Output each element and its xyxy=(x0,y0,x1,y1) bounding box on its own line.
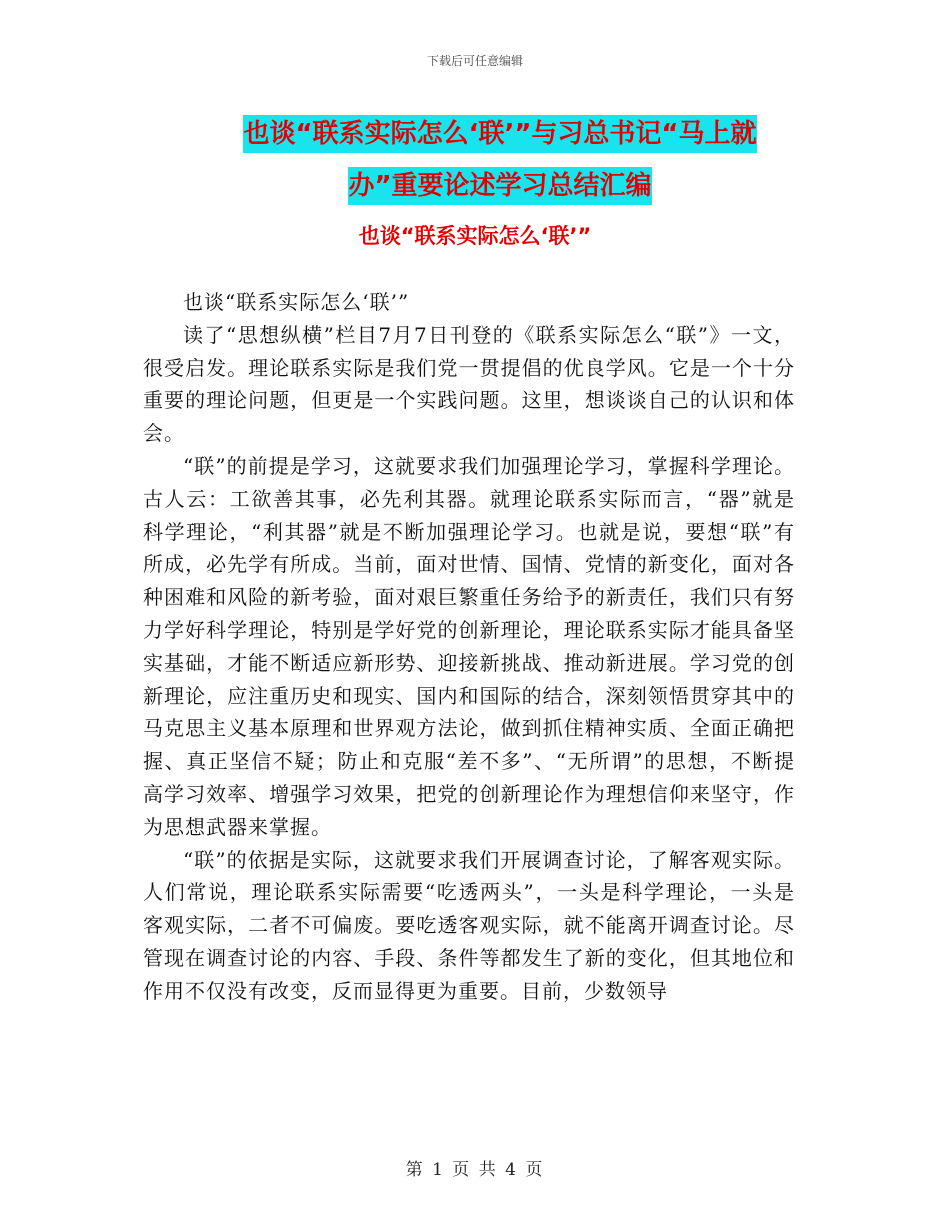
paragraph: 读了“思想纵横”栏目7月7日刊登的《联系实际怎么“联”》一文，很受启发。理论联系实际是我们党一贯提倡的优良学风。它是一个十分重要的理论问题，但更是一个实践问题。这里，想谈谈自己的认识和体会。 xyxy=(143,322,795,446)
title-line-2: 办”重要论述学习总结汇编 xyxy=(348,167,651,205)
document-body xyxy=(143,286,795,1008)
page-footer: 第 1 页 共 4 页 xyxy=(405,1160,545,1180)
header-note: 下载后可任意编辑 xyxy=(426,54,523,68)
paragraph: 也谈“联系实际怎么‘联’” xyxy=(183,290,410,314)
paragraph: “联”的依据是实际，这就要求我们开展调查讨论，了解客观实际。人们常说，理论联系实际需要“吃透两头”，一头是科学理论，一头是客观实际，二者不可偏废。要吃透客观实际，就不能离开调查讨论。尽管现在调查讨论的内容、手段、条件等都发生了新的变化，但其地位和作用不仅没有改变，反而显得更为重要。目前，少数领导 xyxy=(143,847,795,1003)
document-title xyxy=(150,108,850,212)
section-title: 也谈“联系实际怎么‘联’” xyxy=(358,224,592,248)
title-line-1: 也谈“联系实际怎么‘联’”与习总书记“马上就 xyxy=(243,115,756,153)
paragraph: “联”的前提是学习，这就要求我们加强理论学习，掌握科学理论。古人云：工欲善其事，必先利其器。就理论联系实际而言，“器”就是科学理论，“利其器”就是不断加强理论学习。也就是说，要想“联”有所成，必先学有所成。当前，面对世情、国情、党情的新变化，面对各种困难和风险的新考验，面对艰巨繁重任务给予的新责任，我们只有努力学好科学理论，特别是学好党的创新理论，理论联系实际才能具备坚实基础，才能不断适应新形势、迎接新挑战、推动新进展。学习党的创新理论，应注重历史和现实、国内和国际的结合，深刻领悟贯穿其中的马克思主义基本原理和世界观方法论，做到抓住精神实质、全面正确把握、真正坚信不疑；防止和克服“差不多”、“无所谓”的思想，不断提高学习效率、增强学习效果，把党的创新理论作为理想信仰来坚守，作为思想武器来掌握。 xyxy=(143,453,795,839)
